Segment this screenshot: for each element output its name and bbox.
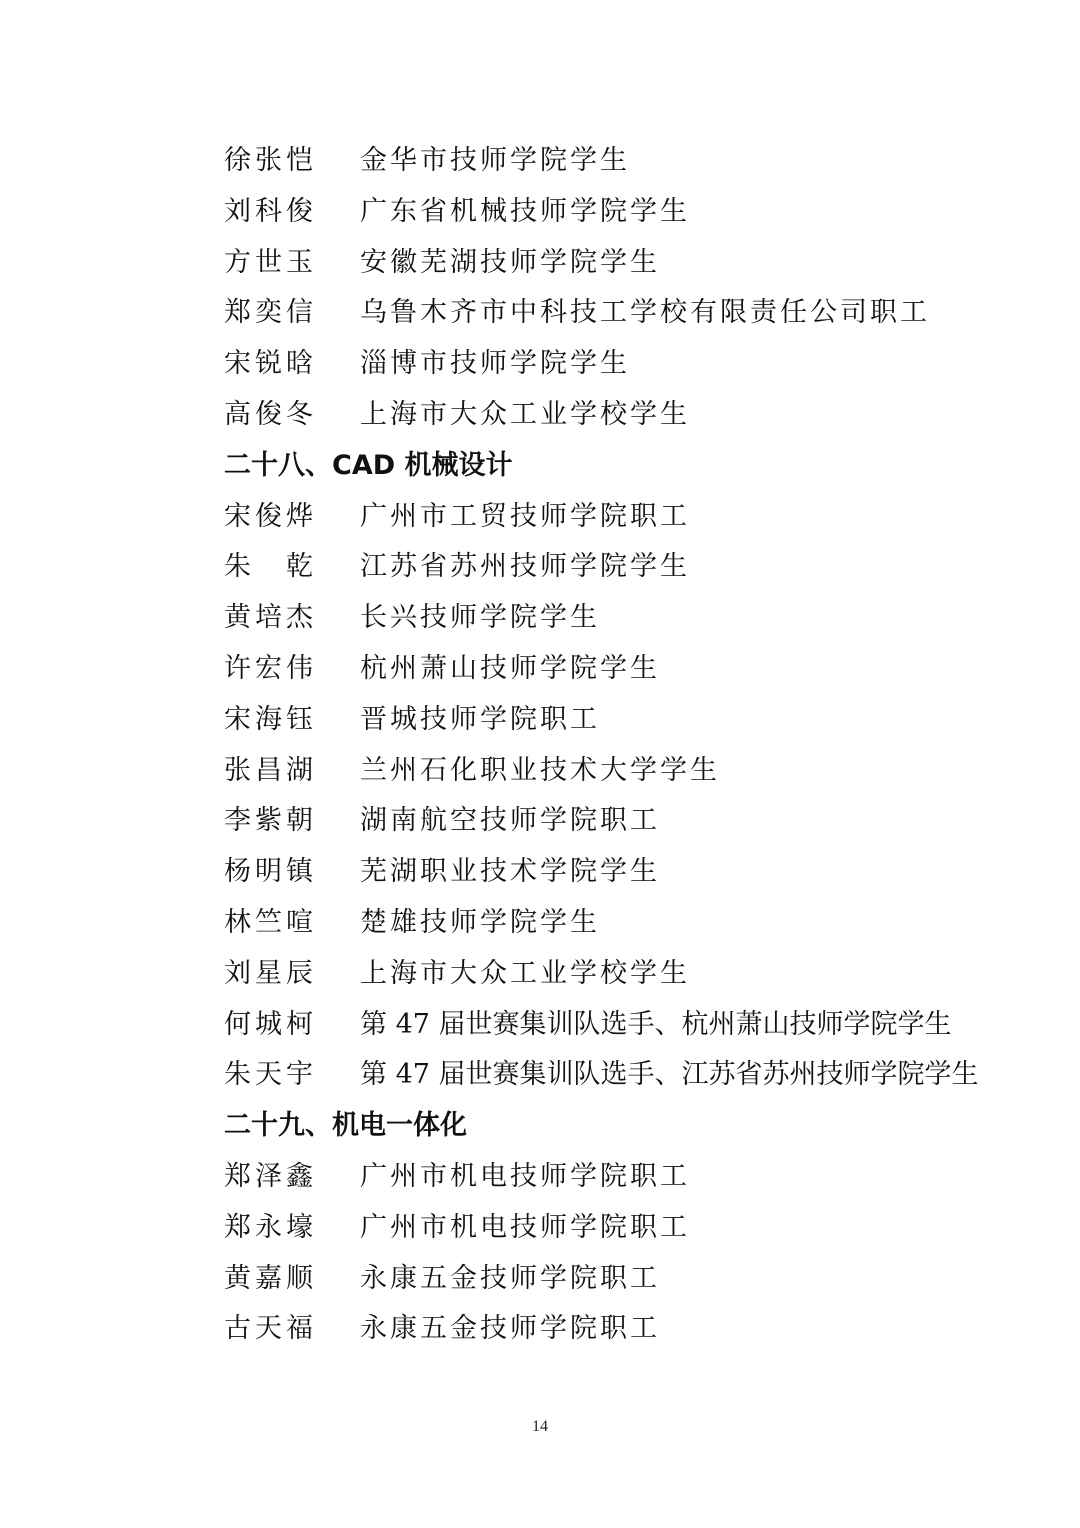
person-organization: 长兴技师学院学生	[360, 602, 600, 634]
person-organization: 第 47 届世赛集训队选手、江苏省苏州技师学院学生	[360, 1059, 979, 1091]
person-organization: 晋城技师学院职工	[360, 703, 600, 735]
list-item	[224, 390, 984, 441]
person-name: 杨明镇	[224, 856, 317, 888]
list-item	[224, 187, 984, 238]
person-organization: 湖南航空技师学院职工	[360, 805, 660, 837]
list-item	[224, 542, 984, 593]
list-item	[224, 339, 984, 390]
list-item	[224, 593, 984, 644]
award-list	[224, 136, 984, 1355]
person-name: 朱 乾	[224, 551, 317, 583]
person-name: 徐张恺	[224, 145, 317, 176]
person-organization: 乌鲁木齐市中科技工学校有限责任公司职工	[360, 297, 930, 329]
person-organization: 广东省机械技师学院学生	[360, 195, 690, 227]
list-item	[224, 492, 984, 543]
list-item	[224, 1254, 984, 1305]
person-name: 何城柯	[224, 1008, 317, 1040]
list-item	[224, 796, 984, 847]
person-organization: 杭州萧山技师学院学生	[360, 652, 660, 684]
person-organization: 芜湖职业技术学院学生	[360, 856, 660, 888]
person-name: 宋海钰	[224, 703, 317, 735]
person-name: 林竺喧	[224, 906, 317, 938]
person-name: 黄嘉顺	[224, 1262, 317, 1294]
list-item	[224, 136, 984, 187]
person-name: 刘星辰	[224, 957, 317, 989]
person-organization: 广州市工贸技师学院职工	[360, 500, 690, 532]
list-item	[224, 1203, 984, 1254]
person-name: 方世玉	[224, 246, 317, 278]
list-item	[224, 847, 984, 898]
list-item	[224, 746, 984, 797]
person-name: 朱天宇	[224, 1059, 317, 1091]
person-name: 郑奕信	[224, 297, 317, 329]
person-name: 张昌湖	[224, 754, 317, 786]
person-organization: 安徽芜湖技师学院学生	[360, 246, 660, 278]
person-organization: 江苏省苏州技师学院学生	[360, 551, 690, 583]
person-organization: 淄博市技师学院学生	[360, 348, 630, 380]
person-organization: 广州市机电技师学院职工	[360, 1211, 690, 1243]
list-item	[224, 1000, 984, 1051]
person-name: 刘科俊	[224, 195, 317, 227]
section-heading: 二十九、机电一体化	[224, 1110, 467, 1142]
person-organization: 上海市大众工业学校学生	[360, 398, 690, 430]
person-organization: 兰州石化职业技术大学学生	[360, 754, 720, 786]
list-item	[224, 644, 984, 695]
person-name: 许宏伟	[224, 652, 317, 684]
list-item	[224, 1050, 984, 1101]
person-name: 郑永壕	[224, 1211, 317, 1243]
person-name: 古天福	[224, 1313, 317, 1345]
list-item	[224, 288, 984, 339]
person-organization: 上海市大众工业学校学生	[360, 957, 690, 989]
person-name: 黄培杰	[224, 602, 317, 634]
person-name: 郑泽鑫	[224, 1160, 317, 1192]
person-name: 高俊冬	[224, 398, 317, 430]
page-number: 14	[532, 1418, 548, 1435]
person-organization: 金华市技师学院学生	[360, 145, 630, 176]
list-item	[224, 898, 984, 949]
list-item	[224, 949, 984, 1000]
person-organization: 广州市机电技师学院职工	[360, 1160, 690, 1192]
person-name: 宋俊烨	[224, 500, 317, 532]
list-item	[224, 238, 984, 289]
person-organization: 楚雄技师学院学生	[360, 906, 600, 938]
person-organization: 第 47 届世赛集训队选手、杭州萧山技师学院学生	[360, 1008, 952, 1040]
list-item	[224, 1152, 984, 1203]
person-name: 宋锐晗	[224, 348, 317, 380]
list-item	[224, 695, 984, 746]
person-organization: 永康五金技师学院职工	[360, 1262, 660, 1294]
person-organization: 永康五金技师学院职工	[360, 1313, 660, 1345]
person-name: 李紫朝	[224, 805, 317, 837]
list-item	[224, 1304, 984, 1355]
section-heading: 二十八、CAD 机械设计	[224, 449, 513, 481]
